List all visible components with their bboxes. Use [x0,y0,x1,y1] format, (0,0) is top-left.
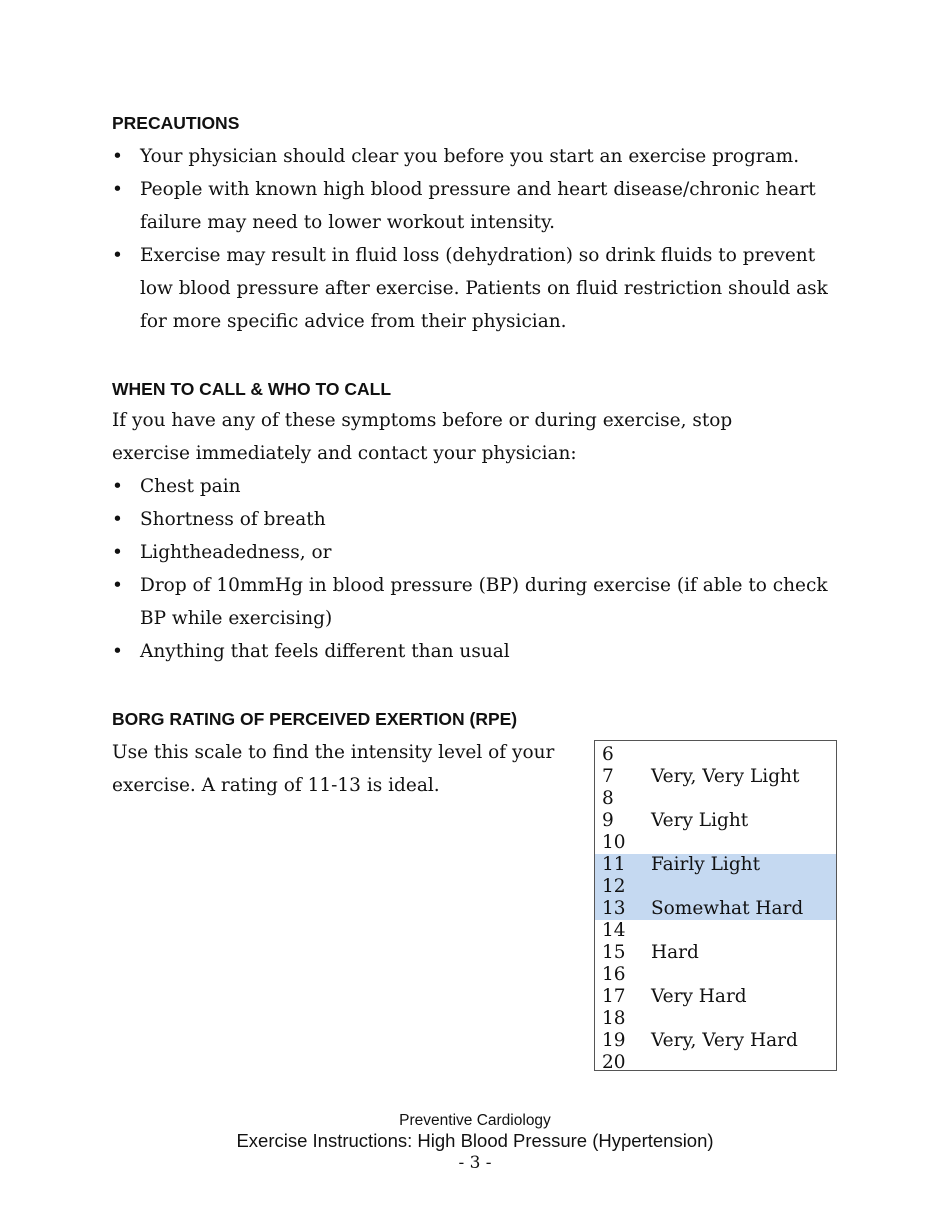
rpe-label [651,744,836,766]
bullet-icon: • [112,146,123,167]
rpe-row [595,766,836,788]
bullet-icon: • [112,641,123,662]
rpe-label: Very, Very Hard [651,1030,798,1051]
footer-department: Preventive Cardiology [399,1112,551,1129]
rpe-value: 8 [602,788,614,809]
rpe-value: 6 [602,744,614,765]
list-item: • People with known high blood pressure and heart disease/chronic heart failure may need to lower workout intensity. [112,173,842,239]
list-item: • Shortness of breath [112,503,842,536]
rpe-label: Fairly Light [651,854,761,875]
rpe-row [595,854,836,876]
borg-heading: BORG RATING OF PERCEIVED EXERTION (RPE) [112,709,518,729]
rpe-row [595,832,836,854]
list-item: • Chest pain [112,470,842,503]
rpe-value: 20 [602,1052,626,1073]
list-item: • Lightheadedness, or [112,536,842,569]
rpe-value: 16 [602,964,626,985]
rpe-label [651,788,836,810]
rpe-label: Hard [651,942,699,963]
rpe-label [651,920,836,942]
bullet-icon: • [112,575,123,596]
bullet-icon: • [112,509,123,530]
when-to-call-intro: If you have any of these symptoms before or during exercise, stop exercise immediately and contact your physician: [112,410,733,464]
list-item: • Exercise may result in fluid loss (dehydration) so drink fluids to prevent low blood pressure after exercise. Patients on fluid restriction should ask for more specific advice from their physician. [112,239,842,338]
list-item: • Anything that feels different than usual [112,635,842,668]
bullet-icon: • [112,476,123,497]
rpe-label: Very, Very Light [651,766,800,787]
rpe-row [595,744,836,766]
rpe-value: 13 [602,898,626,919]
rpe-scale-table [594,740,837,1071]
rpe-value: 14 [602,920,626,941]
list-item: • Drop of 10mmHg in blood pressure (BP) during exercise (if able to check BP while exercising) [112,569,842,635]
rpe-row [595,876,836,898]
rpe-label [651,876,836,898]
rpe-row [595,788,836,810]
rpe-row [595,810,836,832]
rpe-row [595,986,836,1008]
footer-title: Exercise Instructions: High Blood Pressure (Hypertension) [236,1130,714,1151]
rpe-label [651,1008,836,1030]
precautions-list [112,140,842,338]
rpe-row [595,942,836,964]
rpe-label: Somewhat Hard [651,898,804,919]
rpe-value: 9 [602,810,614,831]
rpe-label [651,1052,836,1074]
rpe-value: 18 [602,1008,626,1029]
borg-intro: Use this scale to find the intensity level of your exercise. A rating of 11-13 is ideal. [112,742,555,796]
page-number: - 3 - [458,1153,492,1173]
list-item: • Your physician should clear you before you start an exercise program. [112,140,842,173]
rpe-label [651,832,836,854]
precautions-heading: PRECAUTIONS [112,113,240,133]
rpe-row [595,898,836,920]
rpe-value: 19 [602,1030,626,1051]
when-to-call-heading: WHEN TO CALL & WHO TO CALL [112,379,392,399]
symptoms-list [112,470,842,668]
bullet-icon: • [112,245,123,266]
rpe-value: 12 [602,876,626,897]
rpe-row [595,964,836,986]
rpe-row [595,1052,836,1074]
rpe-row [595,920,836,942]
rpe-value: 15 [602,942,626,963]
rpe-row [595,1030,836,1052]
rpe-label: Very Hard [651,986,747,1007]
rpe-label: Very Light [651,810,749,831]
bullet-icon: • [112,179,123,200]
rpe-value: 7 [602,766,614,787]
rpe-value: 17 [602,986,626,1007]
rpe-value: 10 [602,832,626,853]
rpe-value: 11 [602,854,626,875]
rpe-row [595,1008,836,1030]
bullet-icon: • [112,542,123,563]
rpe-label [651,964,836,986]
